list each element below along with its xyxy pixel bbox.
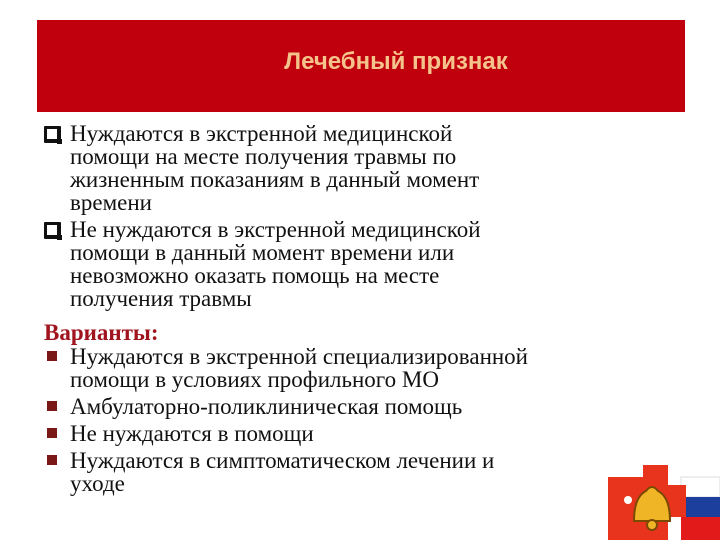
list-item [44, 122, 684, 214]
list-item-line: получения травмы [70, 286, 252, 311]
list-item-line: Нуждаются в экстренной медицинской [70, 121, 453, 146]
list-item-line: времени [70, 190, 152, 215]
slide-content [44, 122, 684, 495]
checkbox-bullet-icon [44, 222, 61, 239]
list-item-line: Не нуждаются в экстренной медицинской [70, 217, 481, 242]
list-item [44, 218, 684, 310]
checkbox-bullet-icon [44, 126, 61, 143]
page-title: Лечебный признак [284, 48, 508, 75]
variants-heading: Варианты: [44, 320, 159, 345]
square-bullet-icon [47, 351, 57, 361]
title-bar [37, 20, 685, 112]
variant-line: Не нуждаются в помощи [70, 421, 314, 446]
list-item-line: невозможно оказать помощь на месте [70, 263, 440, 288]
variant-item [44, 395, 684, 418]
variant-line: Нуждаются в экстренной специализированной [70, 344, 528, 369]
list-item-line: жизненным показаниям в данный момент [70, 167, 480, 192]
list-item-line: помощи в данный момент времени или [70, 240, 455, 265]
variant-line: Нуждаются в симптоматическом лечении и [70, 448, 495, 473]
square-bullet-icon [47, 455, 57, 465]
variant-item [44, 449, 684, 495]
square-bullet-icon [47, 428, 57, 438]
square-bullet-icon [47, 401, 57, 411]
bell-emblem-icon [598, 455, 720, 540]
variant-line: Амбулаторно-поликлиническая помощь [70, 394, 463, 419]
list-item-line: помощи на месте получения травмы по [70, 144, 457, 169]
variant-line: уходе [70, 471, 125, 496]
variant-item [44, 422, 684, 445]
variant-line: помощи в условиях профильного МО [70, 367, 439, 392]
variant-item [44, 345, 684, 391]
